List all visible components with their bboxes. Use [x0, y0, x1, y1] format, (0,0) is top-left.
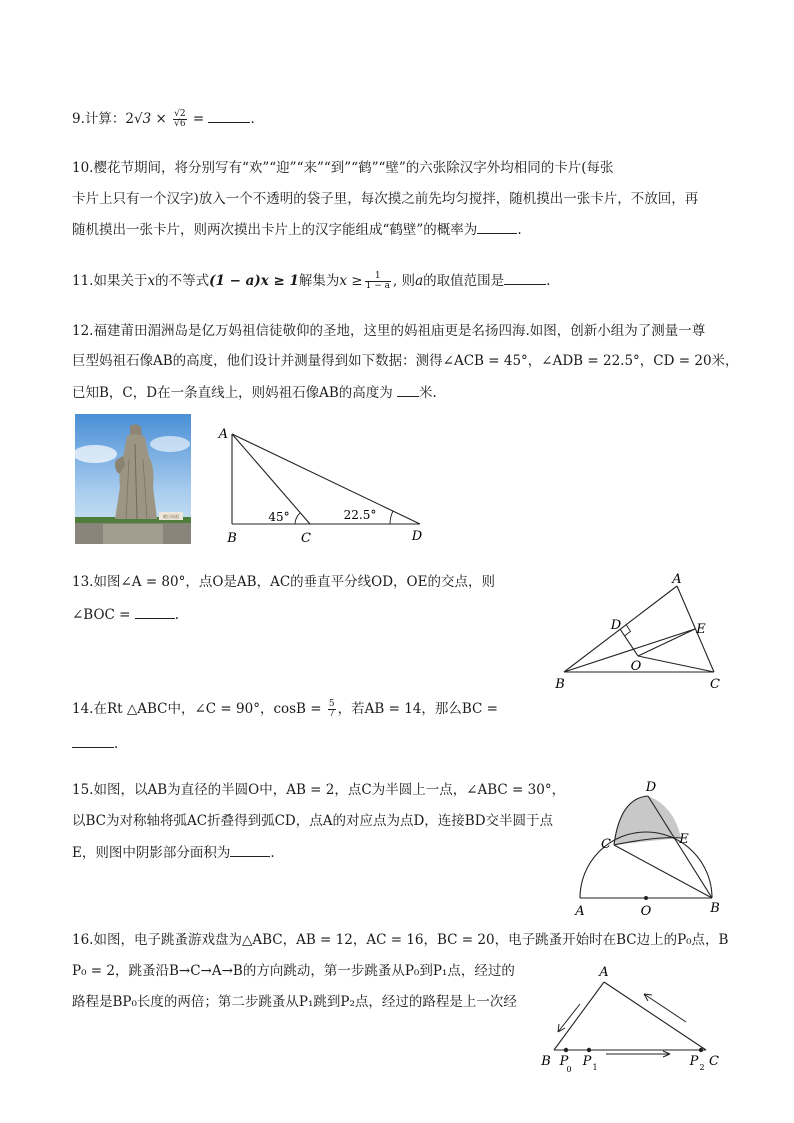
- q14-line2: [72, 735, 118, 752]
- q15-line2: 以BC为对称轴将弧AC折叠得到弧CD，点A的对应点为点D，连接BD交半圆于点: [72, 813, 554, 829]
- q15-line1: 15.如图，以AB为直径的半圆O中，AB = 2，点C为半圆上一点，∠ABC = 30°，: [72, 782, 566, 798]
- q11-answer-blank[interactable]: [504, 272, 546, 285]
- q13-label-e: E: [696, 622, 706, 637]
- q15-label-d: D: [645, 780, 657, 795]
- q16-label-p0: P: [559, 1054, 569, 1069]
- q13-answer-blank[interactable]: [135, 606, 175, 619]
- question-11: [72, 272, 550, 291]
- q11-frac-num: 1: [365, 272, 391, 282]
- q15-semicircle-figure: [568, 778, 728, 920]
- q13-line2: [72, 606, 179, 623]
- q13-label-d: D: [610, 618, 622, 633]
- q12-line3-end: 米.: [419, 385, 437, 401]
- q14-end: .: [114, 736, 119, 752]
- q11-part1: 11.如果关于: [72, 273, 148, 289]
- q16-label-b: B: [541, 1054, 551, 1069]
- q14-text-b: ，若AB = 14，那么BC =: [337, 701, 498, 717]
- q15-answer-blank[interactable]: [230, 844, 270, 857]
- photo-caption: 晴日妈祖: [163, 514, 179, 519]
- q16-line1: 16.如图，电子跳蚤游戏盘为△ABC，AB = 12，AC = 16，BC = 20，电子跳蚤开始时在BC边上的P₀点，B: [72, 932, 729, 948]
- q10-end: .: [517, 222, 522, 238]
- q16-label-p0-sub: 0: [566, 1065, 572, 1074]
- q12-line2: 巨型妈祖石像AB的高度，他们设计并测量得到如下数据：测得∠ACB = 45°，∠ADB = 22.5°，CD = 20米，: [72, 353, 739, 369]
- q15-label-a: A: [575, 904, 585, 919]
- q9-fraction: [173, 110, 186, 129]
- mazu-statue-photo: [75, 414, 191, 544]
- q10-line3-text: 随机摸出一张卡片，则两次摸出卡片上的汉字能组成“鹤壁”的概率为: [72, 222, 478, 238]
- q12-triangle-figure: [220, 420, 435, 550]
- q12-angle-d: 22.5°: [343, 508, 377, 522]
- q15-end: .: [270, 845, 275, 861]
- q12-label-a: A: [218, 427, 228, 442]
- q12-label-c: C: [301, 531, 311, 546]
- q13-line1: 13.如图∠A = 80°，点O是AB，AC的垂直平分线OD，OE的交点，则: [72, 574, 495, 590]
- q13-label-b: B: [555, 677, 565, 692]
- q11-frac-den: 1 − a: [365, 281, 390, 291]
- q11-part4: , 则: [392, 273, 416, 289]
- q16-label-a: A: [599, 965, 609, 980]
- q16-label-p1-sub: 1: [592, 1063, 598, 1072]
- q16-label-p2-sub: 2: [699, 1063, 705, 1072]
- q11-part3: 解集为: [298, 273, 340, 289]
- q12-label-b: B: [227, 531, 237, 546]
- q9-frac-num: √2: [174, 109, 186, 119]
- q11-end: .: [546, 273, 551, 289]
- q11-part5: 的取值范围是: [423, 273, 505, 289]
- question-14: [72, 700, 498, 719]
- q11-fraction: [365, 272, 391, 291]
- q11-solution: x ≥: [339, 273, 363, 289]
- q11-a: a: [415, 273, 424, 289]
- q9-sqrt3: √3: [133, 111, 152, 127]
- q13-label-a: A: [672, 572, 682, 587]
- q11-x: x: [147, 273, 156, 289]
- q13-triangle-figure: [552, 572, 732, 692]
- q14-answer-blank[interactable]: [72, 735, 114, 748]
- q12-line3: [72, 384, 437, 401]
- q9-answer-blank[interactable]: [208, 110, 250, 123]
- q16-triangle-figure: [536, 962, 726, 1077]
- q10-line3: [72, 221, 522, 238]
- question-9: [72, 110, 255, 129]
- q15-line3: [72, 844, 275, 861]
- q16-line3: 路程是BP₀长度的两倍；第二步跳蚤从P₁跳到P₂点，经过的路程是上一次经: [72, 994, 517, 1010]
- q14-frac-num: 5: [328, 699, 335, 709]
- q14-text-a: 14.在Rt △ABC中，∠C = 90°，cosB =: [72, 701, 322, 717]
- q10-line2: 卡片上只有一个汉字)放入一个不透明的袋子里，每次摸之前先均匀搅拌，随机摸出一张卡片，不放回，再: [72, 191, 699, 207]
- q12-label-d: D: [411, 529, 423, 544]
- q11-part2: 的不等式: [155, 273, 210, 289]
- q9-times: ×: [155, 111, 167, 127]
- q15-label-c: C: [601, 837, 611, 852]
- q14-fraction: [328, 700, 336, 719]
- q14-frac-den: 7: [328, 709, 335, 719]
- q13-end: .: [174, 607, 180, 623]
- q9-prefix: 9.计算：2: [72, 111, 134, 127]
- q12-line3-text: 已知B，C，D在一条直线上，则妈祖石像AB的高度为: [72, 385, 393, 401]
- q15-label-b: B: [710, 901, 720, 916]
- q16-label-p1: P: [582, 1054, 592, 1069]
- q10-answer-blank[interactable]: [477, 221, 517, 234]
- q15-label-e: E: [679, 832, 689, 847]
- q9-end: .: [250, 111, 255, 127]
- q12-answer-blank[interactable]: [397, 384, 419, 397]
- q10-line1: 10.樱花节期间，将分别写有“欢”“迎”“来”“到”“鹤”“壁”的六张除汉字外均相同的卡片(每张: [72, 160, 614, 176]
- q9-frac-den: √6: [174, 119, 186, 129]
- q11-inequality: (1 − a)x ≥ 1: [209, 273, 299, 289]
- q9-equals: =: [192, 111, 205, 127]
- q13-label-o: O: [630, 659, 642, 674]
- q15-label-o: O: [640, 904, 652, 919]
- q15-line3-text: E，则图中阴影部分面积为: [72, 845, 231, 861]
- q12-angle-c: 45°: [268, 510, 290, 524]
- q13-line2-text: ∠BOC =: [72, 607, 131, 623]
- q16-label-c: C: [709, 1054, 719, 1069]
- q13-label-c: C: [710, 677, 720, 692]
- q16-label-p2: P: [689, 1054, 699, 1069]
- q16-line2: P₀ = 2，跳蚤沿B→C→A→B的方向跳动，第一步跳蚤从P₀到P₁点，经过的: [72, 963, 515, 979]
- q12-line1: 12.福建莆田湄洲岛是亿万妈祖信徒敬仰的圣地，这里的妈祖庙更是名扬四海.如图，创新小组为了测量一尊: [72, 323, 706, 339]
